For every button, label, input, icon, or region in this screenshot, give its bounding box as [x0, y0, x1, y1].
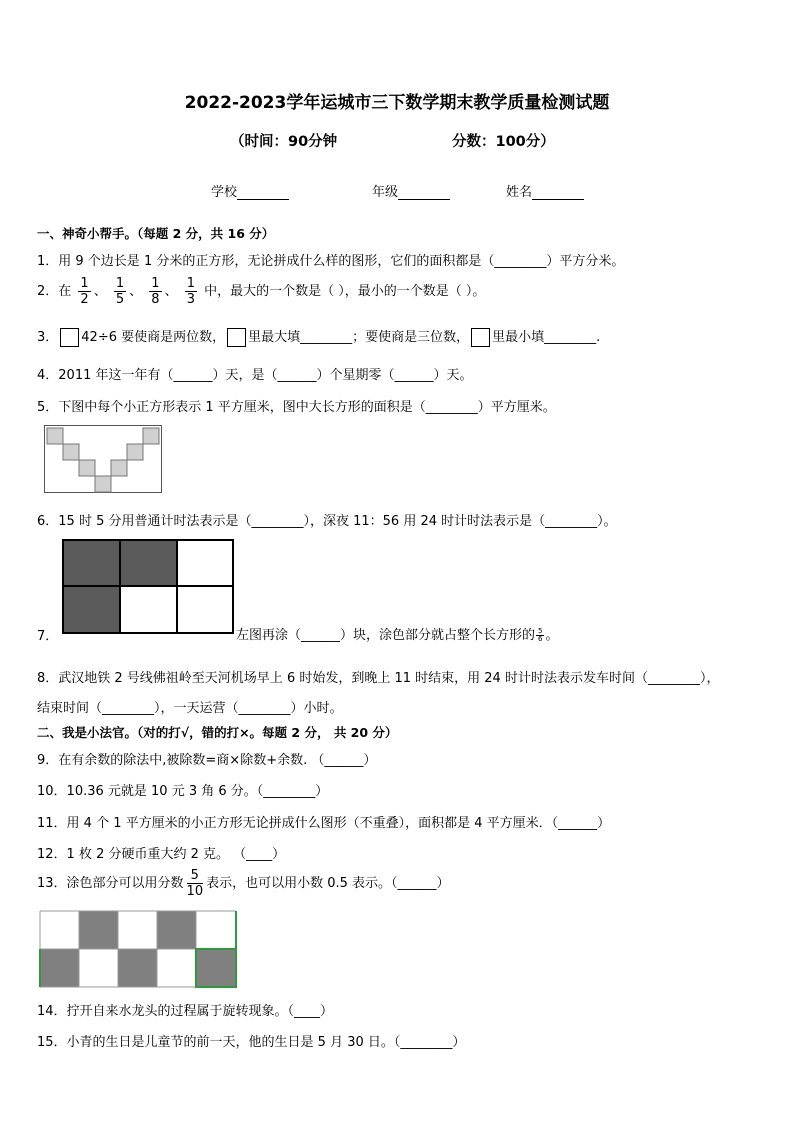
q2-suffix: 中，最大的一个数是（ ），最小的一个数是（ ）。 [204, 284, 486, 299]
question-12: 12．1 枚 2 分硬币重大约 2 克。 （____） [37, 847, 286, 862]
question-13: 13．涂色部分可以用分数 $\frac{5}{10}$ 表示，也可以用小数 0.5 表示。（______） [37, 868, 450, 899]
school-label: 学校 [211, 185, 238, 200]
exam-time: （时间：90分钟 [230, 134, 338, 150]
question-3: 3． 42÷6 要使商是两位数， 里最大填________；要使商是三位数， 里最小填________. [37, 330, 601, 345]
question-6: 6．15 时 5 分用普通计时法表示是（________），深夜 11：56 用 24 时计时法表示是（________）。 [37, 514, 617, 529]
question-4: 4．2011 年这一年有（______）天，是（______）个星期零（______）天。 [37, 368, 473, 383]
question-1: 1．用 9 个边长是 1 分米的正方形，无论拼成什么样的图形，它们的面积都是（________）平方分米。 [37, 254, 625, 269]
question-14: 14．拧开自来水龙头的过程属于旋转现象。（____） [37, 1004, 334, 1019]
fraction-5-10: $\frac{5}{10}$ [186, 868, 204, 899]
blank-box[interactable] [60, 328, 79, 347]
question-7: 左图再涂（______）块，涂色部分就占整个长方形的 $\frac{5}{6}$ 。 [236, 627, 559, 643]
blank-box[interactable] [471, 328, 490, 347]
name-field[interactable] [506, 181, 584, 200]
grade-field[interactable] [372, 181, 450, 200]
section-2-title: 二、我是小法官。（对的打√，错的打×。每题 2 分， 共 20 分） [37, 725, 398, 740]
q13-grid-figure [38, 909, 240, 989]
school-field[interactable] [211, 181, 289, 200]
blank-box[interactable] [227, 328, 246, 347]
question-8-line-2: 结束时间（________），一天运营（________）小时。 [37, 701, 343, 716]
grade-label: 年级 [372, 185, 399, 200]
name-label: 姓名 [506, 185, 533, 200]
fraction-1-3: $\frac{1}{3}$ [186, 276, 196, 307]
fraction-1-8: $\frac{1}{8}$ [151, 276, 160, 307]
q5-area-figure [44, 425, 166, 495]
fraction-1-2: $\frac{1}{2}$ [80, 276, 89, 307]
question-8-line-1: 8．武汉地铁 2 号线佛祖岭至天河机场早上 6 时始发，到晚上 11 时结束，用 24 时计时法表示发车时间（________）， [37, 671, 720, 686]
fraction-1-5: $\frac{1}{5}$ [115, 276, 125, 307]
question-7-number: 7． [37, 629, 59, 644]
fraction-5-6: $\frac{5}{6}$ [538, 627, 543, 643]
question-9: 9．在有余数的除法中,被除数=商×除数+余数. （______） [37, 753, 377, 768]
question-15: 15．小青的生日是儿童节的前一天，他的生日是 5 月 30 日。（________） [37, 1035, 466, 1050]
page-title: 2022-2023学年运城市三下数学期末教学质量检测试题 [184, 93, 610, 113]
question-11: 11．用 4 个 1 平方厘米的小正方形无论拼成什么图形（不重叠），面积都是 4 平方厘米．（______） [37, 816, 611, 831]
exam-score: 分数：100分） [452, 134, 555, 150]
q2-prefix: 2．在 [37, 284, 72, 299]
question-2: 2．在 $\frac{1}{2}$ 、 $\frac{1}{5}$ 、 $\frac{1}{8}$ 、 $\frac{1}{3}$ 中，最大的一个数是（ ），最小的一个数是（ ）。 [37, 276, 486, 307]
section-1-title: 一、神奇小帮手。（每题 2 分，共 16 分） [37, 226, 275, 241]
question-10: 10．10.36 元就是 10 元 3 角 6 分。（________） [37, 784, 329, 799]
question-5: 5．下图中每个小正方形表示 1 平方厘米，图中大长方形的面积是（________）平方厘米。 [37, 400, 556, 415]
q7-rectangle-figure [62, 539, 234, 635]
